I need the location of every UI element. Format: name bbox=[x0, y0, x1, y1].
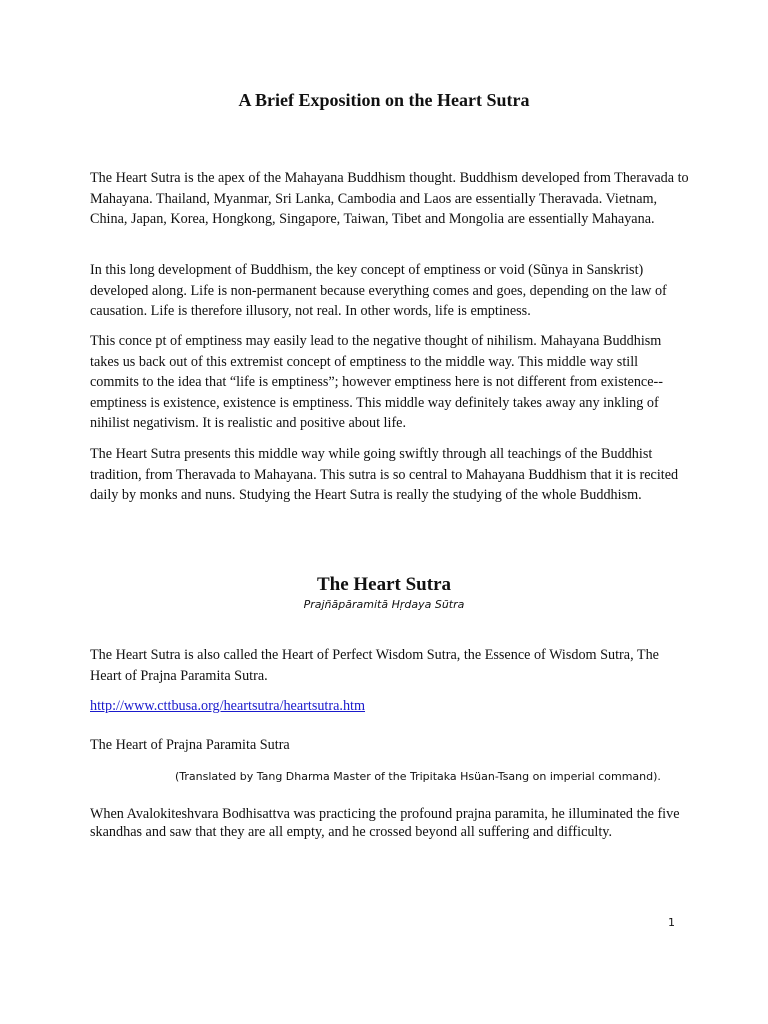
section-subtitle: Prajñāpāramitā Hṛdaya Sūtra bbox=[303, 598, 465, 611]
section-intro: The Heart Sutra is also called the Heart of Perfect Wisdom Sutra, the Essence of Wisdom Sutra, The Heart of Prajna Paramita Sutra. bbox=[90, 647, 659, 684]
section-title: The Heart Sutra bbox=[316, 574, 452, 595]
body-paragraph-2: In this long development of Buddhism, the key concept of emptiness or void (Sũnya in Sanskrist) developed along. Life is non-permanent because everything comes and goes, depending on the law of causation. Life is therefore illusory, not real. In other words, life is emptiness. bbox=[90, 262, 667, 319]
document-title: A Brief Exposition on the Heart Sutra bbox=[238, 90, 530, 110]
body-paragraph-4: The Heart Sutra presents this middle way while going swiftly through all teachings of the Buddhist tradition, from Theravada to Mahayana. This sutra is so central to Mahayana Buddhism that it is recited daily by monks and nuns. Studying the Heart Sutra is really the studying of the whole Buddhism. bbox=[90, 446, 679, 503]
body-paragraph-3: This conce pt of emptiness may easily lead to the negative thought of nihilism. Mahayana Buddhism takes us back out of this extremist concept of emptiness to the middle way. This middle way still commits to the idea that “life is emptiness”; however emptiness here is not different from existence--emptiness is existence, existence is emptiness. This middle way definitely takes away any inkling of nihilist negativism. It is realistic and positive about life. bbox=[90, 333, 663, 431]
translator-note: (Translated by Tang Dharma Master of the Tripitaka Hsüan-Tsang on imperial command). bbox=[175, 770, 661, 783]
sutra-opening: When Avalokiteshvara Bodhisattva was practicing the profound prajna paramita, he illuminated the five skandhas and saw that they are all empty, and he crossed beyond all suffering and difficulty. bbox=[90, 806, 680, 840]
body-paragraph-1: The Heart Sutra is the apex of the Mahayana Buddhism thought. Buddhism developed from Theravada to Mahayana. Thailand, Myanmar, Sri Lanka, Cambodia and Laos are essentially Theravada. Vietnam, China, Japan, Korea, Hongkong, Singapore, Taiwan, Tibet and Mongolia are essentially Mahayana. bbox=[90, 170, 689, 227]
sutra-name: The Heart of Prajna Paramita Sutra bbox=[90, 737, 290, 753]
sutra-link[interactable]: http://www.cttbusa.org/heartsutra/heartsutra.htm bbox=[90, 698, 366, 714]
page-number: 1 bbox=[668, 916, 675, 929]
